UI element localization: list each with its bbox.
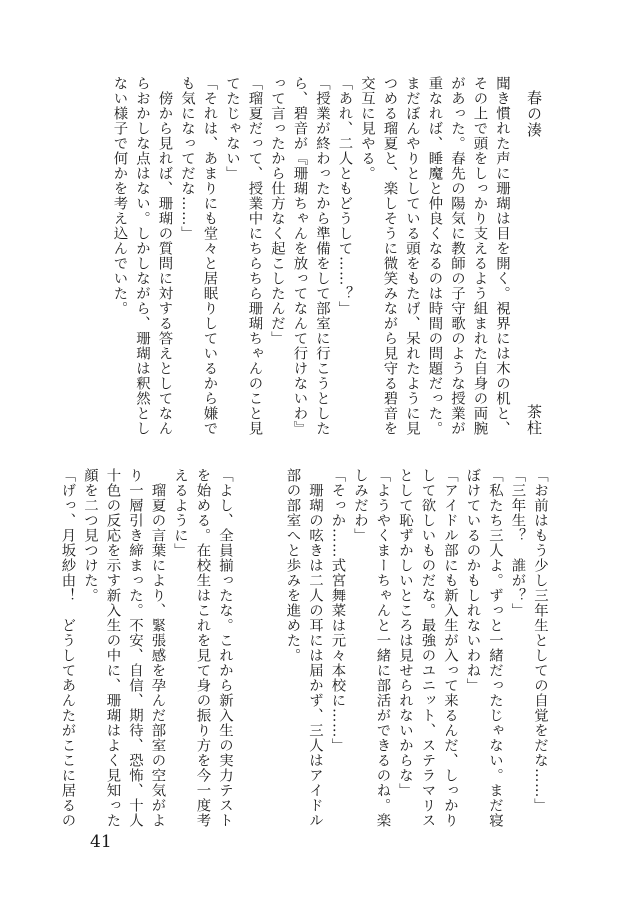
text-line: その上で頭をしっかり支えるよう組まれた自身の両腕 bbox=[471, 76, 488, 436]
text-line: り一層引き締まった。不安、自信、期待、恐怖、十人 bbox=[127, 468, 143, 828]
text-line: ぼけているのかもしれないわね」 bbox=[464, 468, 481, 693]
text-line: 重なれば、睡魔と仲良くなるのは時間の問題だった。 bbox=[426, 76, 443, 436]
text-line bbox=[236, 468, 259, 838]
text-line: を始める。在校生はこれを見て身の振り方を今一度考 bbox=[194, 468, 211, 828]
text-line: って言ったから仕方なく起こしたんだ」 bbox=[269, 76, 285, 346]
text-line: ら、碧音が『珊瑚ちゃんを放ってなんて行けないわ』 bbox=[291, 76, 308, 436]
text-line: 傍から見れば、珊瑚の質問に対する答えとしてなん bbox=[156, 76, 173, 436]
text-line bbox=[536, 76, 559, 476]
text-line: 「授業が終わったから準備をして部室に行こうとした bbox=[314, 76, 330, 436]
text-line: 聞き慣れた声に珊瑚は目を開く。視界には木の机と、 bbox=[494, 76, 510, 436]
bottom-text-block bbox=[56, 468, 551, 838]
text-line: 「それは、あまりにも堂々と居眠りしているから嫌で bbox=[201, 76, 218, 436]
text-line: 「アイドル部にも新入生が入って来るんだ、しっかり bbox=[442, 468, 458, 828]
text-line: 部の部室へと歩みを進めた。 bbox=[284, 468, 301, 663]
text-line: 「よし、全員揃ったな。これから新入生の実力テスト bbox=[217, 468, 233, 828]
text-line: 「お前はもう少し三年生としての自覚をだな……」 bbox=[532, 468, 548, 813]
text-line: ない様子で何かを考え込んでいた。 bbox=[111, 76, 128, 316]
text-line bbox=[513, 76, 536, 476]
text-line: 瑠夏の言葉により、緊張感を孕んだ部室の空気がよ bbox=[149, 468, 166, 828]
text-line: 「私たち三人よ。ずっと一緒だったじゃない。まだ寝 bbox=[487, 468, 503, 828]
text-line: 「瑠夏だって、授業中にちらちら珊瑚ちゃんのこと見 bbox=[246, 76, 263, 436]
text-line: つめる瑠夏と、楽しそうに微笑みながら見守る碧音を bbox=[381, 76, 398, 436]
text-line: しみだわ」 bbox=[352, 468, 368, 543]
text-line: 十色の反応を示す新入生の中に、珊瑚はよく見知った bbox=[104, 468, 121, 828]
text-line: 「あれ、二人ともどうして……？」 bbox=[336, 76, 353, 316]
text-line: があった。春先の陽気に教師の子守歌のような授業が bbox=[449, 76, 465, 436]
text-line: まだぼんやりとしている頭をもたげ、呆れたように見 bbox=[404, 76, 420, 436]
text-line: 交互に見やる。 bbox=[359, 76, 375, 181]
author-name: 茶柱 bbox=[525, 404, 543, 436]
story-title: 春の湊 bbox=[525, 90, 543, 138]
text-line: 「げっ、月坂紗由！ どうしてあんたがここに居るの bbox=[59, 468, 76, 828]
text-line: 珊瑚の呟きは二人の耳には届かず、三人はアイドル bbox=[307, 468, 323, 828]
text-line bbox=[259, 468, 282, 838]
text-line: てたじゃない」 bbox=[224, 76, 240, 181]
page-number: 41 bbox=[90, 832, 112, 852]
text-line: 「三年生？ 誰が？」 bbox=[509, 468, 526, 618]
text-line: 「そっか……式宮舞菜は元々本校に……」 bbox=[329, 468, 346, 753]
top-text-block bbox=[108, 76, 558, 476]
text-line: らおかしな点はない。しかしながら、珊瑚は釈然とし bbox=[134, 76, 150, 436]
text-line: して欲しいものだな。最強のユニット、ステラマリス bbox=[419, 468, 436, 828]
text-line: 「ようやくまーちゃんと一緒に部活ができるのね。楽 bbox=[374, 468, 391, 828]
text-line: 顔を二つ見つけた。 bbox=[82, 468, 98, 603]
text-line: も気になってだな……」 bbox=[179, 76, 195, 241]
text-line: えるように」 bbox=[172, 468, 188, 558]
text-line: として恥ずかしいところは見せられないからな」 bbox=[397, 468, 413, 798]
